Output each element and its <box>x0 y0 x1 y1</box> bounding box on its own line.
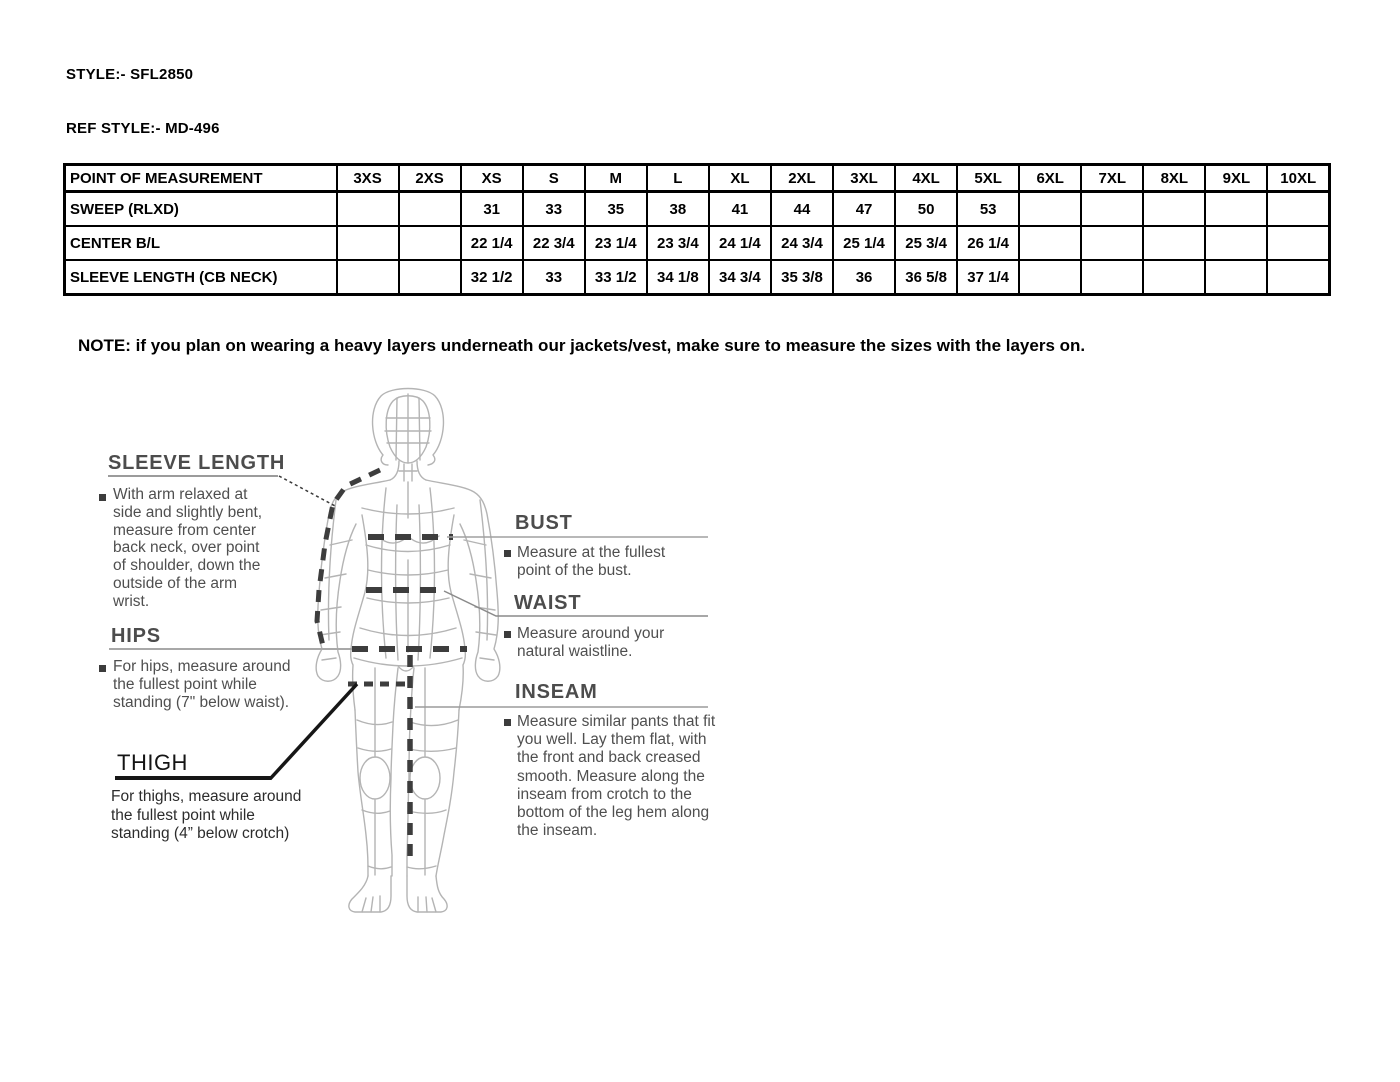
measurement-value-cell: 41 <box>709 192 771 227</box>
measurement-value-cell: 24 1/4 <box>709 226 771 260</box>
sleeve-length-pointer-line <box>279 476 337 507</box>
size-column-header: 10XL <box>1267 165 1329 192</box>
bullet-marker <box>504 550 511 557</box>
measurement-value-cell: 50 <box>895 192 957 227</box>
measurement-value-cell: 25 1/4 <box>833 226 895 260</box>
size-column-header: 6XL <box>1019 165 1081 192</box>
bullet-marker <box>99 665 106 672</box>
measurement-row-label: SWEEP (RLXD) <box>65 192 337 227</box>
measurement-value-cell: 23 1/4 <box>585 226 647 260</box>
size-column-header: 2XL <box>771 165 833 192</box>
measurement-value-cell: 38 <box>647 192 709 227</box>
waist-description: Measure around your natural waistline. <box>517 625 665 660</box>
measurement-value-cell: 35 3/8 <box>771 260 833 295</box>
size-column-header: M <box>585 165 647 192</box>
point-of-measurement-header: POINT OF MEASUREMENT <box>65 165 337 192</box>
measurement-value-cell: 23 3/4 <box>647 226 709 260</box>
hips-heading: HIPS <box>111 625 161 647</box>
measurement-value-cell: 35 <box>585 192 647 227</box>
style-label: STYLE:- SFL2850 <box>66 66 194 83</box>
measurement-value-cell: 53 <box>957 192 1019 227</box>
measurement-value-cell: 24 3/4 <box>771 226 833 260</box>
measurement-value-cell: 47 <box>833 192 895 227</box>
sleeve-measure-dashed-line <box>317 470 380 650</box>
note-text: NOTE: if you plan on wearing a heavy layers underneath our jackets/vest, make sure to measure the sizes with the layers on. <box>78 336 1086 355</box>
measurement-value-cell: 36 <box>833 260 895 295</box>
measurement-value-cell: 33 1/2 <box>585 260 647 295</box>
bullet-marker <box>504 631 511 638</box>
size-column-header: 2XS <box>399 165 461 192</box>
bullet-marker <box>99 494 106 501</box>
hips-description: For hips, measure around the fullest point while standing (7" below waist). <box>113 658 291 711</box>
bust-description: Measure at the fullest point of the bust. <box>517 544 666 579</box>
measurement-value-cell: 25 3/4 <box>895 226 957 260</box>
measurement-value-cell: 26 1/4 <box>957 226 1019 260</box>
size-column-header: S <box>523 165 585 192</box>
waist-heading: WAIST <box>514 592 582 614</box>
size-column-header: 4XL <box>895 165 957 192</box>
ref-style-label: REF STYLE:- MD-496 <box>66 120 220 137</box>
measurement-value-cell: 22 3/4 <box>523 226 585 260</box>
size-column-header: XS <box>461 165 523 192</box>
bust-heading: BUST <box>515 512 573 534</box>
measurement-value-cell: 37 1/4 <box>957 260 1019 295</box>
sleeve-length-heading: SLEEVE LENGTH <box>108 452 286 474</box>
size-column-header: L <box>647 165 709 192</box>
size-column-header: XL <box>709 165 771 192</box>
size-column-header: 5XL <box>957 165 1019 192</box>
size-column-header: 9XL <box>1205 165 1267 192</box>
measurement-value-cell: 44 <box>771 192 833 227</box>
measurement-value-cell: 33 <box>523 192 585 227</box>
thigh-heading: THIGH <box>117 750 188 775</box>
measurement-value-cell: 36 5/8 <box>895 260 957 295</box>
size-column-header: 3XL <box>833 165 895 192</box>
inseam-description: Measure similar pants that fit you well. Lay them flat, with the front and back creased smooth. Measure along the inseam from crotch to the bottom of the leg hem along the inseam. <box>517 713 716 840</box>
measurement-row-label: SLEEVE LENGTH (CB NECK) <box>65 260 337 295</box>
sleeve-length-description: With arm relaxed at side and slightly bent, measure from center back neck, over point of shoulder, down the outside of the arm wrist. <box>113 486 263 610</box>
bullet-marker <box>504 719 511 726</box>
measurement-value-cell: 34 1/8 <box>647 260 709 295</box>
measurement-value-cell: 33 <box>523 260 585 295</box>
measurement-value-cell: 31 <box>461 192 523 227</box>
size-column-header: 7XL <box>1081 165 1143 192</box>
inseam-heading: INSEAM <box>515 681 598 703</box>
size-column-header: 3XS <box>337 165 399 192</box>
size-column-header: 8XL <box>1143 165 1205 192</box>
measurement-row-label: CENTER B/L <box>65 226 337 260</box>
measurement-value-cell: 32 1/2 <box>461 260 523 295</box>
measurement-value-cell: 34 3/4 <box>709 260 771 295</box>
thigh-description: For thighs, measure around the fullest point while standing (4” below crotch) <box>111 788 302 843</box>
measurement-value-cell: 22 1/4 <box>461 226 523 260</box>
